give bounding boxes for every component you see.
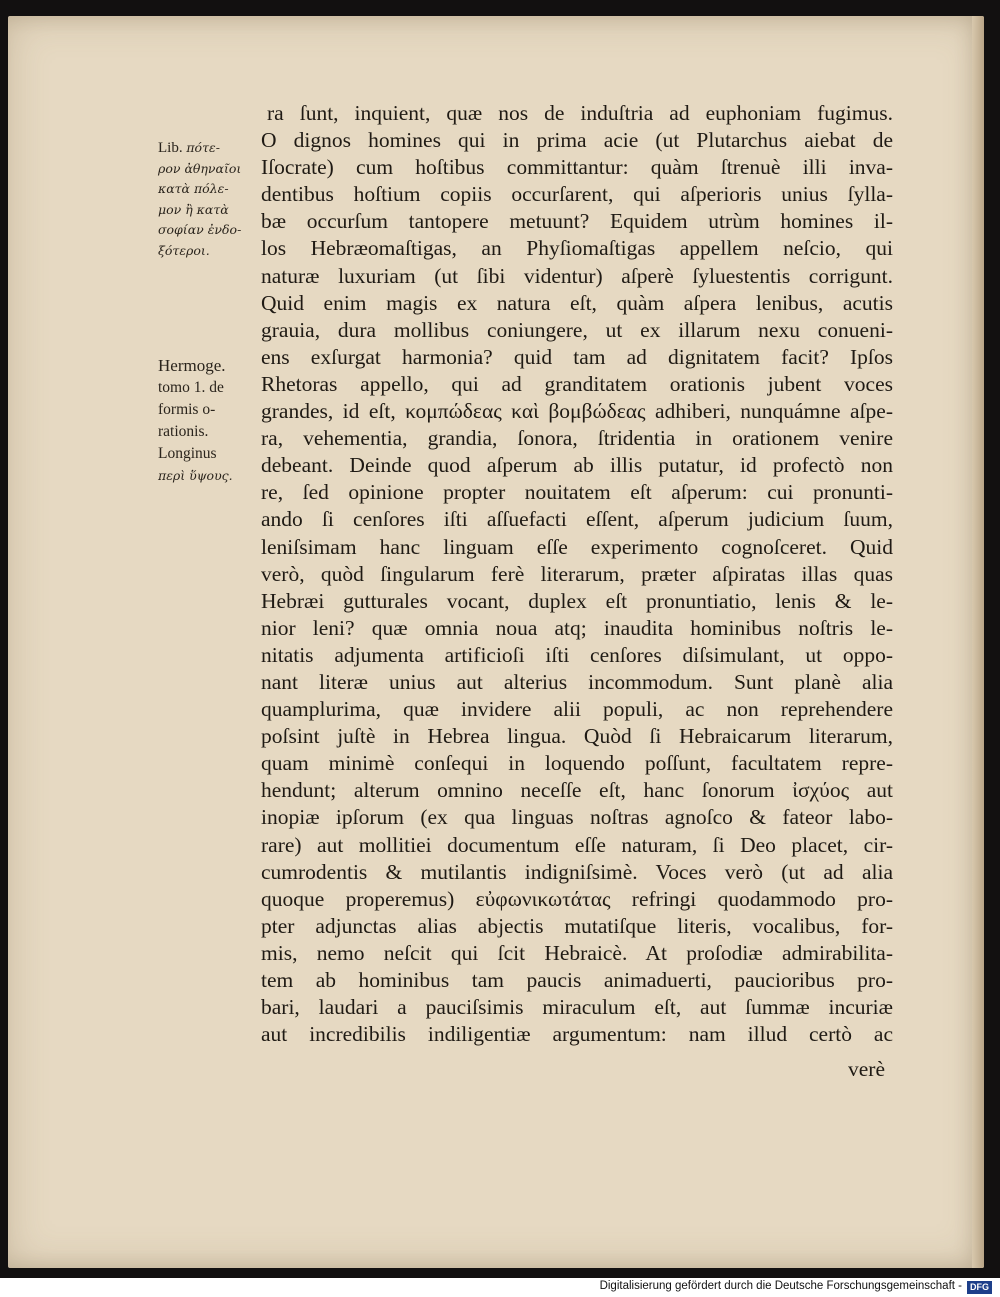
catchword: verè (848, 1057, 885, 1081)
text-line: ra, vehementia, grandia, ſonora, ſtridentia in orationem venire (261, 426, 893, 451)
margin-note-greek: πότε- (186, 140, 220, 155)
text-line: cumrodentis & mutilantis indigniſsimè. Voces verò (ut ad alia (261, 859, 893, 884)
text-line: leniſsimam hanc linguam eſſe experimento cognoſceret. Quid (261, 534, 893, 559)
margin-note-line (158, 398, 262, 420)
text-line: quam minimè conſequi in loquendo poſſunt, facultatem repre- (261, 751, 893, 776)
margin-note-line (158, 442, 262, 464)
text-line: Rhetoras appello, qui ad granditatem orationis jubent voces (261, 371, 893, 396)
margin-note-greek: ρον ἀθηναῖοι (158, 160, 242, 176)
margin-note-line (158, 138, 262, 159)
text-line: ando ſi cenſores iſti aſſuefacti eſſent, aſperum judicium ſuum, (261, 507, 893, 532)
text-line: hendunt; alterum omnino neceſſe eſt, hanc ſonorum ἰσχύος aut (261, 778, 893, 803)
text-line: aut incredibilis indiligentiæ argumentum: nam illud certò ac (261, 1022, 893, 1047)
margin-note-plutarch (158, 138, 262, 261)
margin-note-latin: Hermoge. (158, 356, 226, 375)
margin-note-line (158, 241, 262, 262)
footer-bar (0, 1278, 1000, 1297)
text-line: nant literæ unius aut alterius incommodum. Sunt planè alia (261, 669, 893, 694)
margin-note-line (158, 376, 262, 398)
text-line: inopiæ ipſorum (ex qua linguas noſtras agnoſco & fateor labo- (261, 805, 893, 830)
text-line: bari, laudari a pauciſsimis miraculum eſt, aut ſummæ incuriæ (261, 995, 893, 1020)
margin-note-greek: σοφίαν ἐνδο- (158, 222, 242, 237)
text-line: quamplurima, quæ invidere alii populi, ac non reprehendere (261, 697, 893, 722)
text-line: Hebræi gutturales vocant, duplex eſt pronuntiatio, lenis & le- (261, 588, 893, 613)
text-line: bæ occurſum tantopere metuunt? Equidem utrùm homines il- (261, 209, 893, 234)
page-edge (972, 16, 984, 1268)
margin-note-line (158, 220, 262, 241)
text-line: naturæ luxuriam (ut ſibi videntur) aſperè ſyluestentis corrigunt. (261, 263, 893, 288)
margin-note-greek: μον ἢ κατὰ (158, 201, 229, 217)
text-line: O dignos homines qui in prima acie (ut Plutarchus aiebat de (261, 128, 893, 153)
text-line: pter adjunctas alias abjectis mutatiſque literis, vocalibus, for- (261, 913, 893, 938)
margin-note-line (158, 200, 262, 221)
margin-note-latin: rationis. (158, 423, 209, 440)
text-line: mis, nemo neſcit qui ſcit Hebraicè. At proſodiæ admirabilita- (261, 940, 893, 965)
margin-note-line (158, 464, 262, 486)
text-line: los Hebræomaſtigas, an Phyſiomaſtigas appellem neſcio, qui (261, 236, 893, 261)
text-line: dentibus hoſtium copiis occurſarent, qui aſperioris unius ſylla- (261, 182, 893, 207)
text-line: rare) aut mollitiei documentum eſſe naturam, ſi Deo placet, cir- (261, 832, 893, 857)
margin-note-latin: tomo 1. de (158, 379, 224, 396)
main-text-block (261, 100, 893, 1048)
text-line: poſsint juſtè in Hebrea lingua. Quòd ſi Hebraicarum literarum, (261, 724, 893, 749)
margin-note-line (158, 420, 262, 442)
text-line: Iſocrate) cum hoſtibus committantur: quàm ſtrenuè illi inva- (261, 155, 893, 180)
margin-note-greek: κατὰ πόλε- (158, 181, 229, 196)
text-line: ra ſunt, inquient, quæ nos de induſtria ad euphoniam fugimus. (267, 101, 893, 125)
text-line: debeant. Deinde quod aſperum ab illis putatur, id profectò non (261, 453, 893, 478)
text-line: nitatis adjumenta artificioſi iſti cenſores diſsimulant, ut oppo- (261, 642, 893, 667)
dfg-logo: DFG (967, 1281, 992, 1294)
text-line: Quid enim magis ex natura eſt, quàm aſpera lenibus, acutis (261, 290, 893, 315)
footer-credit: Digitalisierung gefördert durch die Deutsche Forschungsgemeinschaft - (599, 1280, 962, 1292)
text-line: verò, quòd ſingularum ferè literarum, præter aſpiratas illas quas (261, 561, 893, 586)
text-line: quoque properemus) εὐφωνικωτάτας refringi quodammodo pro- (261, 886, 893, 911)
margin-note-line (158, 159, 262, 180)
text-line: nior leni? quæ omnia noua atq; inaudita hominibus noſtris le- (261, 615, 893, 640)
margin-note-line (158, 179, 262, 200)
margin-note-line (158, 355, 262, 376)
margin-note-greek: ξότεροι. (158, 242, 210, 258)
margin-note-latin: Lib. (158, 140, 183, 156)
text-line: ens exſurgat harmonia? quid tam ad dignitatem facit? Ipſos (261, 344, 893, 369)
text-line: grauia, dura mollibus coniungere, ut ex illarum nexu conueni- (261, 317, 893, 342)
text-line: tem ab hominibus tam paucis animaduerti, paucioribus pro- (261, 968, 893, 992)
margin-note-latin: formis o- (158, 401, 216, 418)
margin-note-greek: περὶ ὕψους. (158, 468, 233, 483)
margin-note-latin: Longinus (158, 445, 217, 462)
text-line: grandes, id eſt, κομπώδεας καὶ βομβώδεας adhiberi, nunquámne aſpe- (261, 399, 893, 424)
text-line: re, ſed opinione propter nouitatem eſt aſperum: cui pronunti- (261, 480, 893, 505)
margin-note-hermogenes (158, 355, 262, 486)
